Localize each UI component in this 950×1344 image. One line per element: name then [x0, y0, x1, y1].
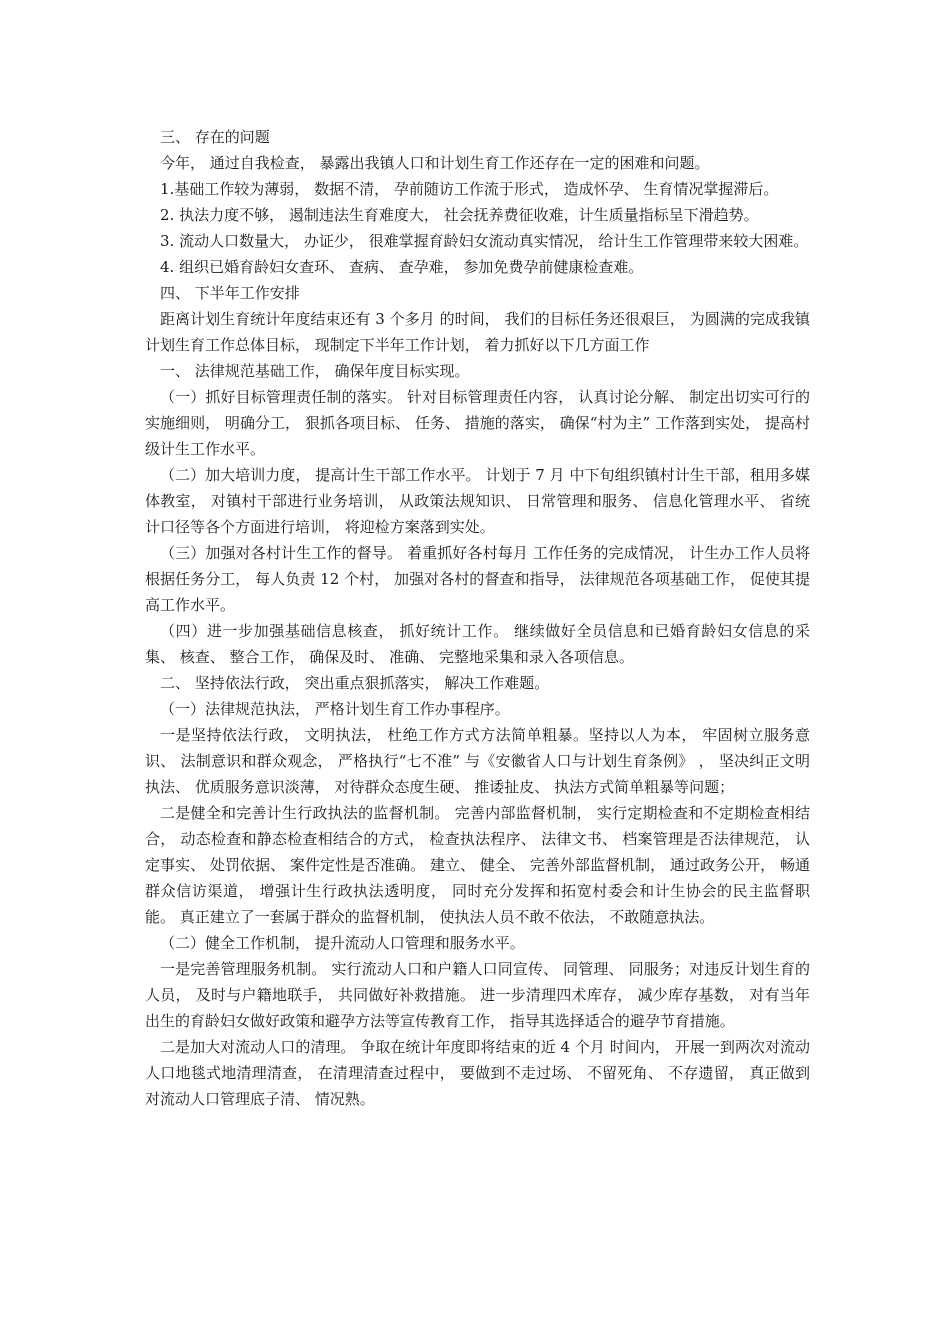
paragraph-2-2-heading: （二）健全工作机制， 提升流动人口管理和服务水平。 — [160, 934, 525, 952]
paragraph-2-1-a: 一是坚持依法行政， 文明执法， 杜绝工作方式方法简单粗暴。坚持以人为本， 牢固树立服务意识、 法制意识和群众观念， 严格执行“七不准” 与《安徽省人口与计划生育条例》 ， 坚决纠正文明执法、 优质服务意识淡薄， 对待群众态度生硬、 推诿扯皮、 执法方式简单粗暴等问题； — [145, 726, 810, 796]
paragraph-2-1-b: 二是健全和完善计生行政执法的监督机制。 完善内部监督机制， 实行定期检查和不定期检查相结合， 动态检查和静态检查相结合的方式， 检查执法程序、 法律文书、 档案管理是否法律规范， 认定事实、 处罚依据、 案件定性是否准确。 建立、 健全、 完善外部监督机制， 通过政务公开， 畅通群众信访渠道， 增强计生行政执法透明度， 同时充分发挥和拓宽村委会和计生协会的民主监督职能。 真正建立了一套属于群众的监督机制， 使执法人员不敢不依法， 不敢随意执法。 — [145, 804, 810, 926]
problem-item-1: 1.基础工作较为薄弱， 数据不清， 孕前随访工作流于形式， 造成怀孕、 生育情况掌握滞后。 — [160, 180, 779, 198]
paragraph-plan-intro: 距离计划生育统计年度结束还有 3 个多月 的时间， 我们的目标任务还很艰巨， 为圆满的完成我镇计划生育工作总体目标， 现制定下半年工作计划， 着力抓好以下几方面工作 — [145, 310, 810, 354]
subsection-heading-1: 一、 法律规范基础工作， 确保年度目标实现。 — [160, 362, 470, 380]
problem-item-3: 3. 流动人口数量大， 办证少， 很难掌握育龄妇女流动真实情况， 给计生工作管理带来较大困难。 — [160, 232, 809, 250]
paragraph-2-1-heading: （一）法律规范执法， 严格计划生育工作办事程序。 — [160, 700, 510, 718]
section-heading-plan: 四、 下半年工作安排 — [160, 284, 300, 302]
section-heading-problems: 三、 存在的问题 — [160, 128, 270, 146]
paragraph-intro: 今年， 通过自我检查， 暴露出我镇人口和计划生育工作还存在一定的困难和问题。 — [160, 154, 710, 172]
paragraph-1-2: （二）加大培训力度， 提高计生干部工作水平。 计划于 7 月 中下旬组织镇村计生干部，租用多媒体教室， 对镇村干部进行业务培训， 从政策法规知识、 日常管理和服务、 信息化管理水平、 省统计口径等各个方面进行培训， 将迎检方案落到实处。 — [145, 466, 810, 536]
paragraph-1-4: （四）进一步加强基础信息核查， 抓好统计工作。 继续做好全员信息和已婚育龄妇女信息的采集、 核查、 整合工作， 确保及时、 准确、 完整地采集和录入各项信息。 — [145, 622, 810, 666]
paragraph-2-2-b: 二是加大对流动人口的清理。 争取在统计年度即将结束的近 4 个月 时间内， 开展一到两次对流动人口地毯式地清理清查， 在清理清查过程中， 要做到不走过场、 不留死角、 不存遗留， 真正做到对流动人口管理底子清、 情况熟。 — [145, 1038, 810, 1108]
problem-item-4: 4. 组织已婚育龄妇女查环、 查病、 查孕难， 参加免费孕前健康检查难。 — [160, 258, 644, 276]
paragraph-1-3: （三）加强对各村计生工作的督导。 着重抓好各村每月 工作任务的完成情况， 计生办工作人员将根据任务分工， 每人负责 12 个村， 加强对各村的督查和指导， 法律规范各项基础工作， 促使其提高工作水平。 — [145, 544, 810, 614]
paragraph-2-2-a: 一是完善管理服务机制。 实行流动人口和户籍人口同宣传、 同管理、 同服务；对违反计划生育的人员， 及时与户籍地联手， 共同做好补救措施。 进一步清理四术库存， 减少库存基数， 对有当年出生的育龄妇女做好政策和避孕方法等宣传教育工作， 指导其选择适合的避孕节育措施。 — [145, 960, 810, 1030]
problem-item-2: 2. 执法力度不够， 遏制违法生育难度大， 社会抚养费征收难，计生质量指标呈下滑趋势。 — [160, 206, 759, 224]
subsection-heading-2: 二、 坚持依法行政， 突出重点狠抓落实， 解决工作难题。 — [160, 674, 550, 692]
document-body — [145, 124, 810, 1112]
paragraph-1-1: （一）抓好目标管理责任制的落实。 针对目标管理责任内容， 认真讨论分解、 制定出切实可行的实施细则， 明确分工， 狠抓各项目标、 任务、 措施的落实， 确保“村为主” 工作落到实处， 提高村级计生工作水平。 — [145, 388, 810, 458]
